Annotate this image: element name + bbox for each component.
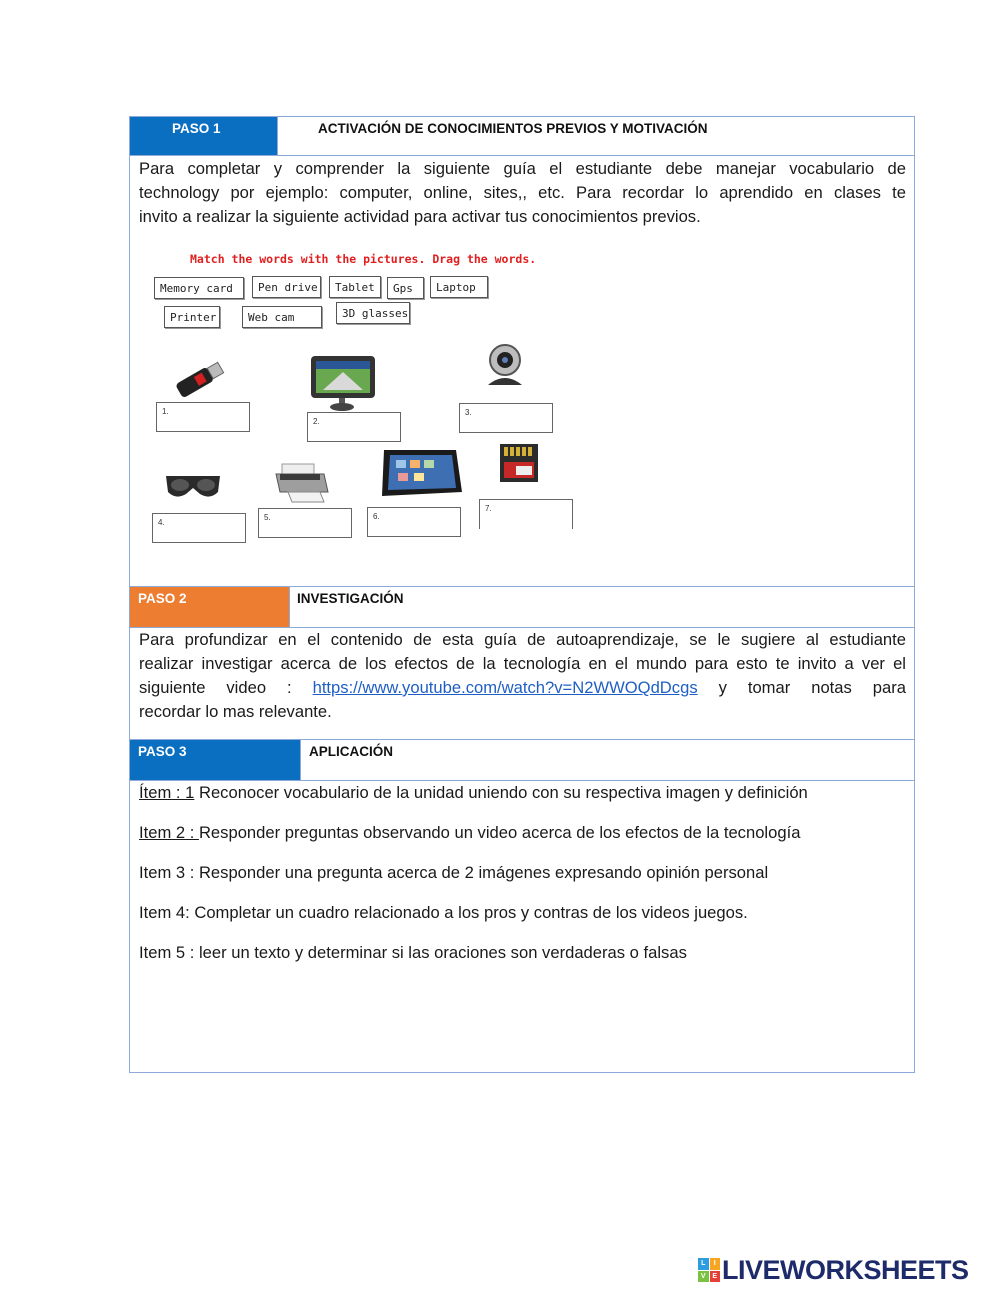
divider	[129, 780, 915, 781]
paso2-label: PASO 2	[138, 591, 187, 606]
liveworksheets-logo	[698, 1256, 969, 1284]
logo-mark-icon	[698, 1258, 720, 1282]
answer-number: 3.	[465, 408, 472, 417]
youtube-link[interactable]: https://www.youtube.com/watch?v=N2WWOQdDcgs	[312, 678, 698, 697]
printer-image	[272, 460, 332, 504]
item-text: Item 5 : leer un texto y determinar si las oraciones son verdaderas o falsas	[139, 943, 687, 962]
item-text: Item 3 : Responder una pregunta acerca de 2 imágenes expresando opinión personal	[139, 863, 769, 882]
divider	[300, 739, 301, 781]
answer-box-6[interactable]	[367, 507, 461, 537]
logo-letter: E	[710, 1271, 721, 1283]
word-tablet[interactable]: Tablet	[329, 276, 381, 298]
divider	[289, 586, 290, 628]
answer-number: 6.	[373, 512, 380, 521]
word-web-cam[interactable]: Web cam	[242, 306, 322, 328]
paso1-label-cell	[130, 117, 277, 155]
item-prefix: Item 2 :	[139, 823, 199, 842]
divider	[129, 155, 915, 156]
paso2-label-cell	[130, 587, 289, 627]
item-1	[139, 783, 808, 803]
item-2	[139, 823, 800, 843]
paragraph-line: technology por ejemplo: computer, online, sites,, etc. Para recordar lo aprendido en clases te	[139, 183, 906, 202]
paso1-paragraph	[139, 157, 906, 229]
memory-card-image	[494, 440, 544, 486]
word-gps[interactable]: Gps	[387, 277, 424, 299]
paragraph-line: Para completar y comprender la siguiente guía el estudiante debe manejar vocabulario de	[139, 159, 906, 178]
word-memory-card[interactable]: Memory card	[154, 277, 244, 299]
paso3-label-cell	[130, 740, 300, 780]
answer-box-7[interactable]	[479, 499, 573, 529]
answer-box-5[interactable]	[258, 508, 352, 538]
answer-box-4[interactable]	[152, 513, 246, 543]
paso1-title: ACTIVACIÓN DE CONOCIMIENTOS PREVIOS Y MOTIVACIÓN	[318, 121, 708, 136]
paso3-label: PASO 3	[138, 744, 187, 759]
paragraph-line: Para profundizar en el contenido de esta guía de autoaprendizaje, se le sugiere al estudiante	[139, 630, 906, 649]
answer-box-2[interactable]	[307, 412, 401, 442]
3d-glasses-image	[164, 468, 222, 502]
word-pen-drive[interactable]: Pen drive	[252, 276, 321, 298]
logo-text: LIVEWORKSHEETS	[722, 1254, 969, 1285]
answer-number: 7.	[485, 504, 492, 513]
item-text: Item 4: Completar un cuadro relacionado a los pros y contras de los videos juegos.	[139, 903, 748, 922]
answer-box-1[interactable]	[156, 402, 250, 432]
tablet-image	[378, 446, 464, 500]
answer-box-3[interactable]	[459, 403, 553, 433]
word-laptop[interactable]: Laptop	[430, 276, 488, 298]
logo-letter: L	[698, 1258, 709, 1270]
paso2-paragraph	[139, 628, 906, 724]
paragraph-line: recordar lo mas relevante.	[139, 702, 332, 721]
activity-title: Match the words with the pictures. Drag the words.	[190, 252, 537, 266]
paragraph-line: invito a realizar la siguiente actividad para activar tus conocimientos previos.	[139, 207, 701, 226]
line-suffix: y tomar notas para	[697, 678, 906, 697]
item-text: Reconocer vocabulario de la unidad uniendo con su respectiva imagen y definición	[194, 783, 808, 802]
paragraph-line	[139, 676, 906, 700]
line-prefix: siguiente video :	[139, 678, 313, 697]
item-text: Responder preguntas observando un video acerca de los efectos de la tecnología	[198, 823, 801, 842]
answer-number: 2.	[313, 417, 320, 426]
answer-number: 4.	[158, 518, 165, 527]
webcam-image	[480, 343, 530, 389]
paso3-title: APLICACIÓN	[309, 744, 393, 759]
item-4	[139, 903, 748, 923]
item-5	[139, 943, 687, 963]
paragraph-line: realizar investigar acerca de los efectos de la tecnología en el mundo para esto te invito a ver el	[139, 654, 906, 673]
answer-number: 1.	[162, 407, 169, 416]
logo-letter: I	[710, 1258, 721, 1270]
paso2-title: INVESTIGACIÓN	[297, 591, 404, 606]
item-prefix: Ítem : 1	[139, 783, 195, 802]
usb-drive-image	[170, 360, 228, 400]
item-3	[139, 863, 768, 883]
divider	[277, 116, 278, 156]
word-printer[interactable]: Printer	[164, 306, 220, 328]
gps-device-image	[303, 352, 379, 412]
logo-letter: V	[698, 1271, 709, 1283]
word-3d-glasses[interactable]: 3D glasses	[336, 302, 410, 324]
paso1-label: PASO 1	[172, 121, 221, 136]
answer-number: 5.	[264, 513, 271, 522]
